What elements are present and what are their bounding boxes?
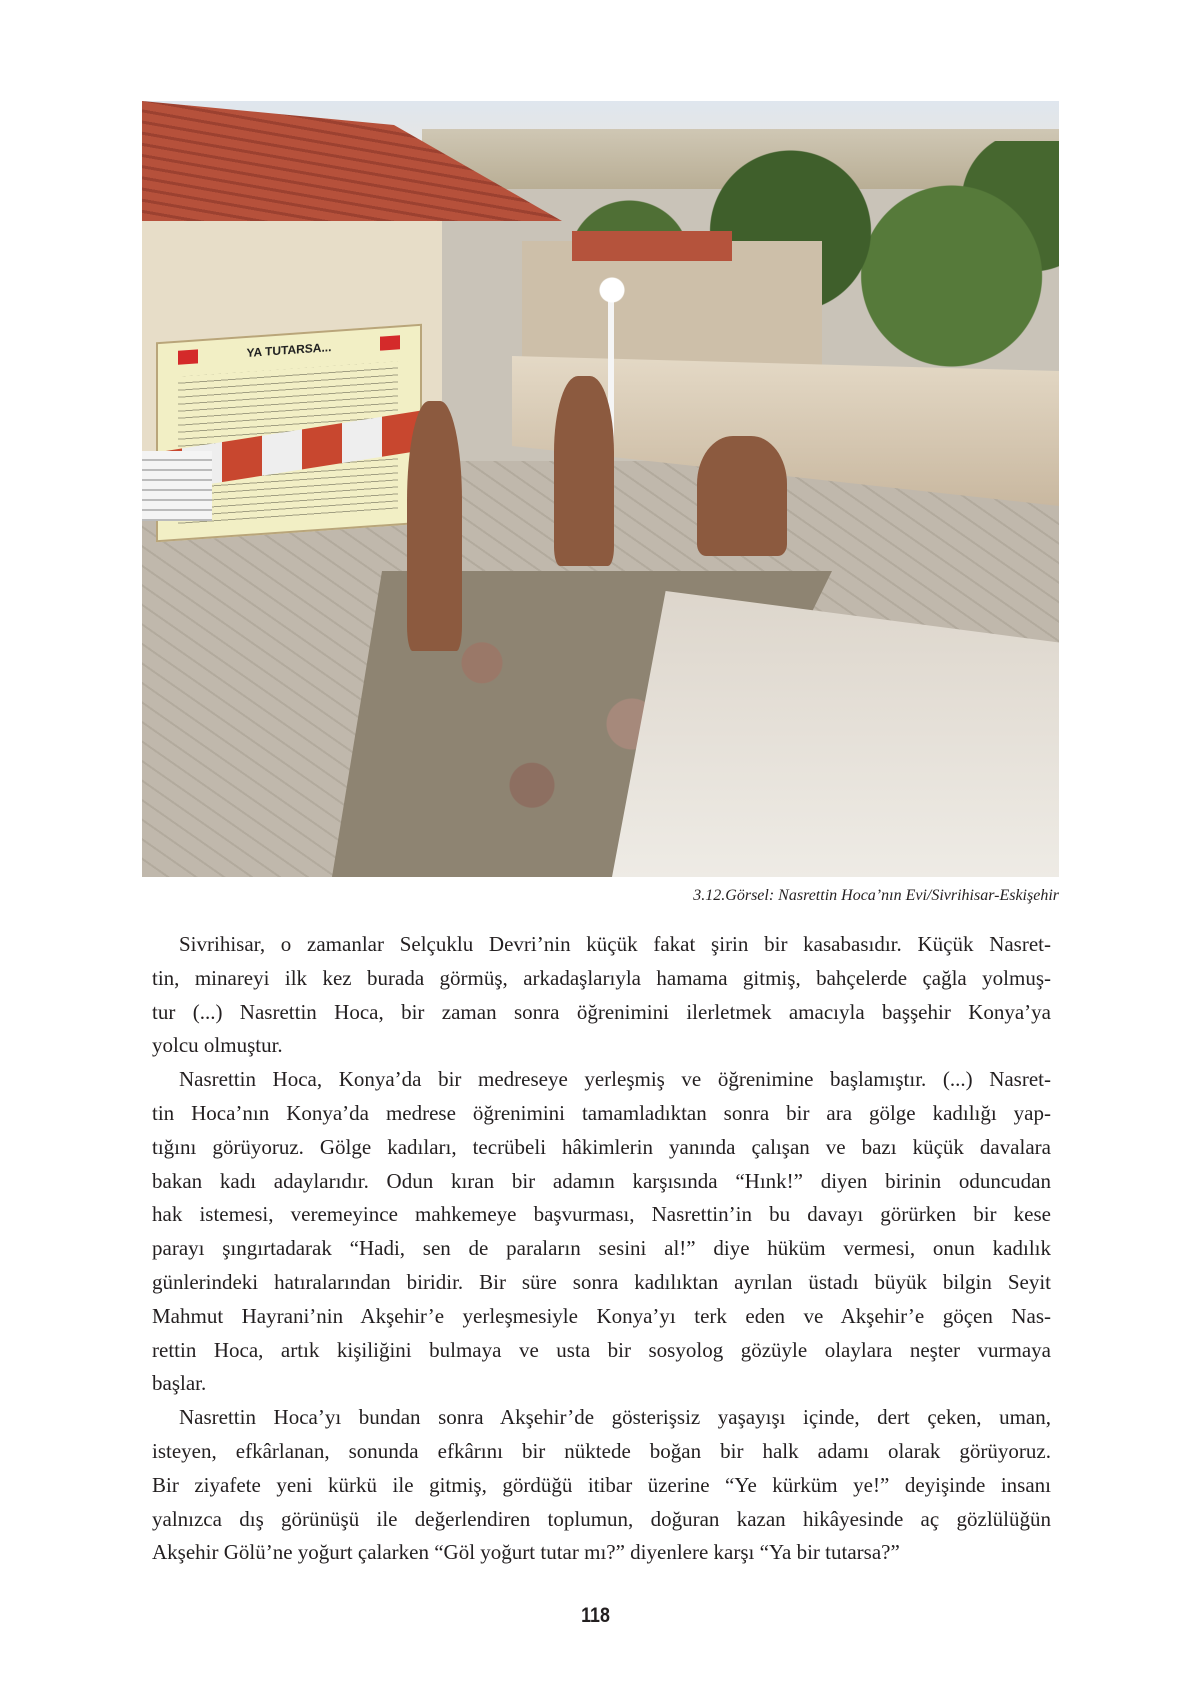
text-line: parayı şıngırtadarak “Hadi, sen de paraların sesini al!” diye hüküm vermesi, onun kadılık bbox=[152, 1236, 1051, 1261]
text-line: hak istemesi, veremeyince mahkemeye başvurması, Nasrettin’in bu davayı görürken bir kese bbox=[152, 1202, 1051, 1227]
bench bbox=[142, 451, 212, 521]
text-line: tur (...) Nasrettin Hoca, bir zaman sonra öğrenimini ilerletmek amacıyla başşehir Konya’ya bbox=[152, 999, 1051, 1024]
statue-standing-man bbox=[407, 401, 462, 651]
text-line: Nasrettin Hoca, Konya’da bir medreseye yerleşmiş ve öğrenimine başlamıştır. (...) Nasret- bbox=[179, 1067, 1051, 1092]
page-number: 118 bbox=[581, 1604, 610, 1627]
text-line: tığını görüyoruz. Gölge kadıları, tecrübeli hâkimlerin yanında çalışan ve bazı küçük davalara bbox=[152, 1134, 1051, 1159]
text-line: tin Hoca’nın Konya’da medrese öğrenimini tamamladıktan sonra bir ara gölge kadılığı yap- bbox=[152, 1101, 1051, 1125]
text-line: tin, minareyi ilk kez burada görmüş, arkadaşlarıyla hamama gitmiş, bahçelerde çağla yolmuş- bbox=[152, 965, 1051, 990]
text-line: Bir ziyafete yeni kürkü ile gitmiş, gördüğü itibar üzerine “Ye kürküm ye!” deyişinde insanı bbox=[152, 1472, 1051, 1497]
text-line: yalnızca dış görünüşü ile değerlendiren toplumun, doğuran kazan hikâyesinde aç gözlülüğün bbox=[152, 1506, 1051, 1531]
statue-seated-hoca bbox=[697, 436, 787, 556]
village-roof bbox=[572, 231, 732, 261]
statue-man-with-cane bbox=[554, 376, 614, 566]
text-line: isteyen, efkârlanan, sonunda efkârını bir nüktede boğan bir halk adamı olarak görüyoruz. bbox=[152, 1439, 1051, 1463]
text-line: bakan kadı adaylarıdır. Odun kıran bir adamın karşısında “Hınk!” diyen birinin oduncudan bbox=[152, 1168, 1051, 1193]
sign-title: YA TUTARSA... bbox=[246, 340, 332, 360]
text-line: Nasrettin Hoca’yı bundan sonra Akşehir’de gösterişsiz yaşayışı içinde, dert çeken, uman, bbox=[179, 1405, 1051, 1430]
photo-nasrettin-hoca-house bbox=[142, 101, 1059, 877]
text-line: başlar. bbox=[152, 1371, 207, 1396]
text-line: rettin Hoca, artık kişiliğini bulmaya ve usta bir sosyolog gözüyle olaylara neşter vurmaya bbox=[152, 1337, 1051, 1362]
empty-pool bbox=[612, 591, 1059, 877]
text-line: yolcu olmuştur. bbox=[152, 1033, 283, 1058]
text-line: Akşehir Gölü’ne yoğurt çalarken “Göl yoğurt tutar mı?” diyenlere karşı “Ya bir tutarsa?” bbox=[152, 1540, 900, 1565]
lamp-globes bbox=[592, 276, 632, 304]
figure-caption: 3.12.Görsel: Nasrettin Hoca’nın Evi/Sivrihisar-Eskişehir bbox=[693, 887, 1059, 904]
text-line: günlerindeki hatıralarından biridir. Bir süre sonra kadılıktan ayrılan üstadı büyük bilgin Seyit bbox=[152, 1270, 1051, 1294]
text-line: Mahmut Hayrani’nin Akşehir’e yerleşmesiyle Konya’yı terk eden ve Akşehir’e göçen Nas- bbox=[152, 1303, 1051, 1328]
text-line: Sivrihisar, o zamanlar Selçuklu Devri’nin küçük fakat şirin bir kasabasıdır. Küçük Nasret- bbox=[179, 932, 1051, 956]
